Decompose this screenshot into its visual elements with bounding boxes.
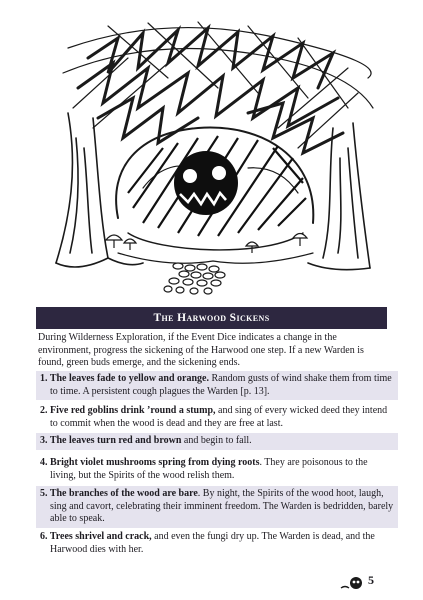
step-5 (36, 486, 398, 528)
step-6-text: and even the fungi dry up. The Warden is dead, and the Harwood dies with her. (50, 531, 375, 555)
step-5-text: . By night, the Spirits of the wood hoot, laugh, sing and cavort, celebrating their imminent freedom. The Warden is bedridden, barely able to speak. (50, 488, 394, 524)
skull-icon (340, 576, 364, 590)
step-3-text: and begin to fall. (181, 435, 252, 446)
step-1-lead: 1. The leaves fade to yellow and orange. (40, 373, 209, 384)
step-6-lead: 6. Trees shrivel and crack, (40, 531, 152, 542)
step-3-lead: 3. The leaves turn red and brown (40, 435, 182, 446)
step-2 (36, 403, 398, 432)
step-3 (36, 433, 398, 450)
step-4-lead: 4. Bright violet mushrooms spring from dying roots (40, 457, 260, 468)
section-title: The Harwood Sickens (36, 307, 387, 329)
intro-paragraph: During Wilderness Exploration, if the Event Dice indicates a change in the environment, progress the sickening of the Harwood one step. If a new Warden is found, green buds emerge, and the sickening ends. (38, 332, 364, 368)
step-5-lead: 5. The branches of the wood are bare (40, 488, 198, 499)
step-1-text: Random gusts of wind shake them from time to time. A persistent cough plagues the Warden [p. 13]. (50, 373, 392, 397)
step-1 (36, 371, 398, 400)
step-6 (36, 529, 398, 558)
forest-spirit-illustration (48, 18, 378, 298)
step-2-text: and sing of every wicked deed they intend to commit when the wood is dead and they are free at last. (50, 405, 388, 429)
step-4-text: . They are poisonous to the living, but the Spirits of the wood relish them. (50, 457, 368, 481)
step-4 (36, 455, 398, 484)
spirit-face (174, 151, 238, 215)
step-2-lead: 2. Five red goblins drink ’round a stump, (40, 405, 216, 416)
page-number: 5 (368, 573, 374, 587)
